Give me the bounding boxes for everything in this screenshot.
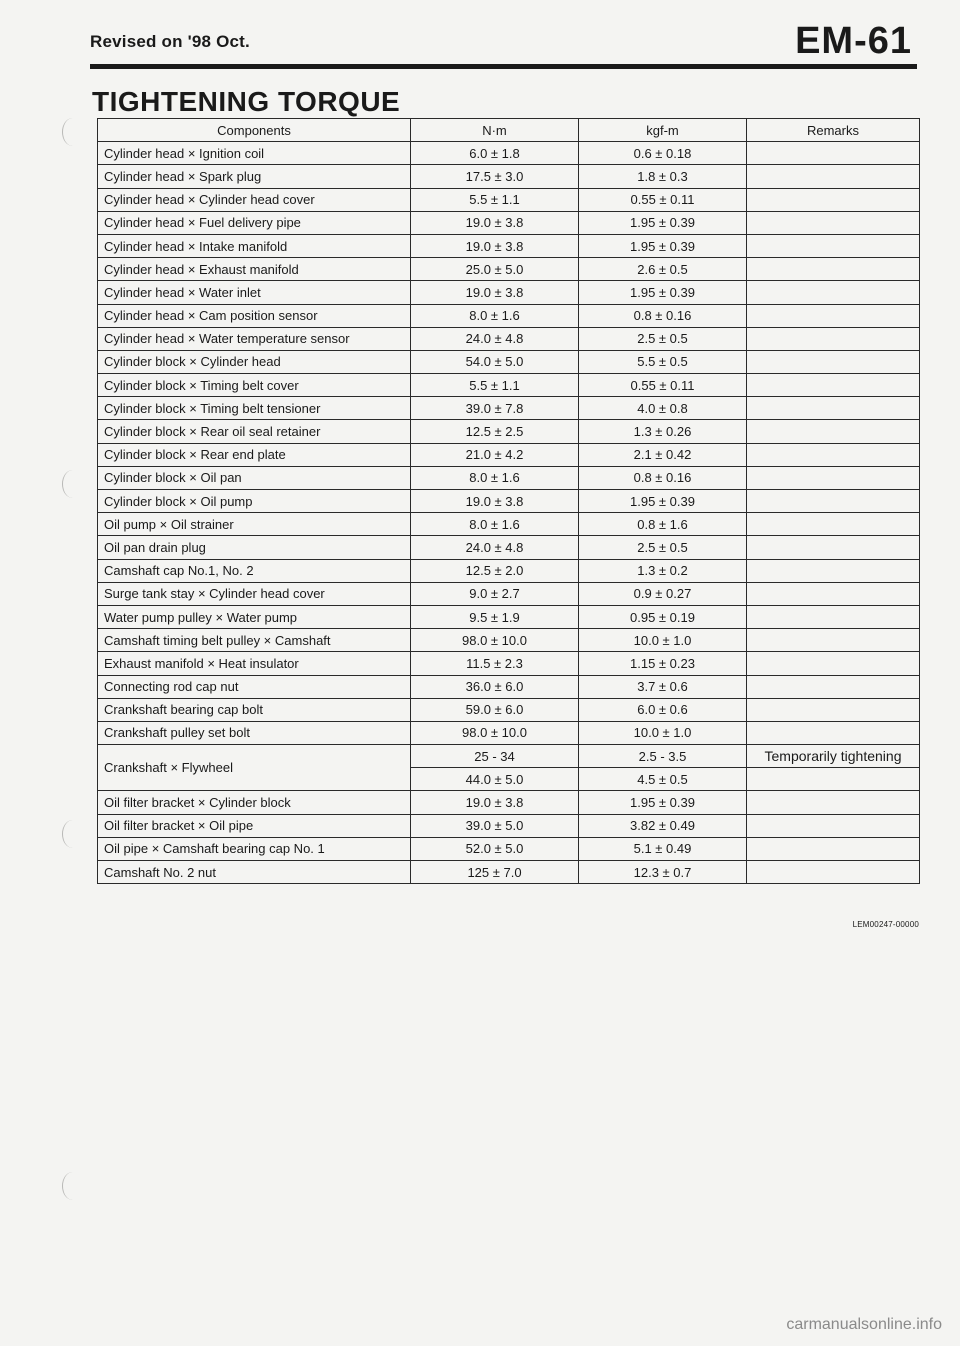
nm-cell: 52.0 ± 5.0 — [411, 837, 579, 860]
nm-cell: 9.5 ± 1.9 — [411, 605, 579, 628]
remarks-cell — [747, 350, 920, 373]
nm-cell: 98.0 ± 10.0 — [411, 721, 579, 744]
table-row — [98, 443, 920, 466]
component-cell: Cylinder block × Oil pan — [98, 466, 411, 489]
component-cell: Oil pump × Oil strainer — [98, 513, 411, 536]
nm-cell: 24.0 ± 4.8 — [411, 327, 579, 350]
watermark: carmanualsonline.info — [786, 1316, 942, 1333]
kgfm-cell: 4.0 ± 0.8 — [579, 397, 747, 420]
table-row — [98, 629, 920, 652]
component-cell: Cylinder head × Fuel delivery pipe — [98, 211, 411, 234]
table-row — [98, 605, 920, 628]
kgfm-cell: 1.3 ± 0.2 — [579, 559, 747, 582]
component-cell: Cylinder block × Oil pump — [98, 490, 411, 513]
kgfm-cell: 6.0 ± 0.6 — [579, 698, 747, 721]
kgfm-cell: 0.9 ± 0.27 — [579, 582, 747, 605]
component-cell: Oil filter bracket × Cylinder block — [98, 791, 411, 814]
nm-cell: 8.0 ± 1.6 — [411, 304, 579, 327]
remarks-cell — [747, 698, 920, 721]
component-cell: Cylinder head × Water inlet — [98, 281, 411, 304]
table-row — [98, 234, 920, 257]
nm-cell: 6.0 ± 1.8 — [411, 142, 579, 165]
kgfm-cell: 12.3 ± 0.7 — [579, 861, 747, 884]
remarks-cell — [747, 837, 920, 860]
component-cell: Cylinder head × Cylinder head cover — [98, 188, 411, 211]
kgfm-cell: 0.55 ± 0.11 — [579, 188, 747, 211]
nm-cell: 44.0 ± 5.0 — [411, 768, 579, 791]
remarks-cell — [747, 629, 920, 652]
component-cell: Cylinder block × Rear oil seal retainer — [98, 420, 411, 443]
kgfm-cell: 3.82 ± 0.49 — [579, 814, 747, 837]
kgfm-cell: 1.95 ± 0.39 — [579, 281, 747, 304]
nm-cell: 8.0 ± 1.6 — [411, 513, 579, 536]
table-row — [98, 745, 920, 768]
nm-cell: 36.0 ± 6.0 — [411, 675, 579, 698]
component-cell: Camshaft No. 2 nut — [98, 861, 411, 884]
table-row — [98, 281, 920, 304]
table-row — [98, 582, 920, 605]
header-rule — [90, 64, 917, 69]
nm-cell: 21.0 ± 4.2 — [411, 443, 579, 466]
component-cell: Cylinder head × Ignition coil — [98, 142, 411, 165]
remarks-cell — [747, 490, 920, 513]
table-row — [98, 304, 920, 327]
remarks-cell — [747, 188, 920, 211]
kgfm-cell: 0.8 ± 1.6 — [579, 513, 747, 536]
kgfm-cell: 1.3 ± 0.26 — [579, 420, 747, 443]
table-row — [98, 861, 920, 884]
table-body — [98, 142, 920, 745]
col-header-components: Components — [98, 119, 411, 142]
table-row — [98, 814, 920, 837]
nm-cell: 5.5 ± 1.1 — [411, 374, 579, 397]
component-cell: Camshaft timing belt pulley × Camshaft — [98, 629, 411, 652]
nm-cell: 8.0 ± 1.6 — [411, 466, 579, 489]
kgfm-cell: 1.8 ± 0.3 — [579, 165, 747, 188]
remarks-cell — [747, 327, 920, 350]
kgfm-cell: 10.0 ± 1.0 — [579, 721, 747, 744]
revision-note: Revised on '98 Oct. — [90, 32, 250, 51]
punch-hole-mark — [62, 820, 83, 848]
component-cell: Cylinder head × Spark plug — [98, 165, 411, 188]
component-cell: Oil pipe × Camshaft bearing cap No. 1 — [98, 837, 411, 860]
col-header-remarks: Remarks — [747, 119, 920, 142]
table-row — [98, 211, 920, 234]
remarks-cell — [747, 559, 920, 582]
nm-cell: 19.0 ± 3.8 — [411, 281, 579, 304]
kgfm-cell: 2.6 ± 0.5 — [579, 258, 747, 281]
component-cell: Cylinder head × Water temperature sensor — [98, 327, 411, 350]
punch-hole-mark — [62, 470, 83, 498]
kgfm-cell: 2.1 ± 0.42 — [579, 443, 747, 466]
component-cell: Cylinder head × Cam position sensor — [98, 304, 411, 327]
table-body-after — [98, 791, 920, 884]
remarks-cell — [747, 420, 920, 443]
punch-hole-mark — [62, 118, 83, 146]
table-row — [98, 791, 920, 814]
remarks-cell — [747, 211, 920, 234]
nm-cell: 5.5 ± 1.1 — [411, 188, 579, 211]
nm-cell: 19.0 ± 3.8 — [411, 211, 579, 234]
kgfm-cell: 5.1 ± 0.49 — [579, 837, 747, 860]
table-row — [98, 258, 920, 281]
nm-cell: 19.0 ± 3.8 — [411, 791, 579, 814]
table-row — [98, 675, 920, 698]
table-row — [98, 837, 920, 860]
kgfm-cell: 1.95 ± 0.39 — [579, 490, 747, 513]
nm-cell: 98.0 ± 10.0 — [411, 629, 579, 652]
remarks-cell — [747, 814, 920, 837]
nm-cell: 12.5 ± 2.0 — [411, 559, 579, 582]
table-header-row — [98, 119, 920, 142]
remarks-cell — [747, 142, 920, 165]
kgfm-cell: 3.7 ± 0.6 — [579, 675, 747, 698]
remarks-cell — [747, 258, 920, 281]
kgfm-cell: 1.95 ± 0.39 — [579, 211, 747, 234]
table-row — [98, 188, 920, 211]
nm-cell: 25 - 34 — [411, 745, 579, 768]
component-cell: Crankshaft × Flywheel — [98, 745, 411, 791]
kgfm-cell: 10.0 ± 1.0 — [579, 629, 747, 652]
col-header-kgfm: kgf-m — [579, 119, 747, 142]
torque-table — [97, 118, 920, 884]
kgfm-cell: 1.15 ± 0.23 — [579, 652, 747, 675]
remarks-cell — [747, 281, 920, 304]
table-row — [98, 466, 920, 489]
flywheel-group — [98, 745, 920, 791]
nm-cell: 125 ± 7.0 — [411, 861, 579, 884]
kgfm-cell: 1.95 ± 0.39 — [579, 234, 747, 257]
remarks-cell — [747, 768, 920, 791]
nm-cell: 24.0 ± 4.8 — [411, 536, 579, 559]
figure-reference: LEM00247-00000 — [852, 920, 919, 929]
page-code: EM-61 — [795, 20, 912, 62]
component-cell: Cylinder block × Timing belt cover — [98, 374, 411, 397]
remarks-cell — [747, 675, 920, 698]
component-cell: Connecting rod cap nut — [98, 675, 411, 698]
table-row — [98, 420, 920, 443]
kgfm-cell: 5.5 ± 0.5 — [579, 350, 747, 373]
remarks-cell — [747, 721, 920, 744]
table-row — [98, 374, 920, 397]
kgfm-cell: 1.95 ± 0.39 — [579, 791, 747, 814]
remarks-cell — [747, 165, 920, 188]
remarks-cell — [747, 443, 920, 466]
remarks-cell: Temporarily tightening — [747, 745, 920, 768]
table-row — [98, 513, 920, 536]
component-cell: Camshaft cap No.1, No. 2 — [98, 559, 411, 582]
table-row — [98, 142, 920, 165]
table-row — [98, 559, 920, 582]
kgfm-cell: 0.95 ± 0.19 — [579, 605, 747, 628]
remarks-cell — [747, 605, 920, 628]
component-cell: Cylinder block × Rear end plate — [98, 443, 411, 466]
component-cell: Crankshaft pulley set bolt — [98, 721, 411, 744]
remarks-cell — [747, 652, 920, 675]
table-row — [98, 490, 920, 513]
remarks-cell — [747, 536, 920, 559]
remarks-cell — [747, 466, 920, 489]
table-row — [98, 652, 920, 675]
nm-cell: 12.5 ± 2.5 — [411, 420, 579, 443]
table-row — [98, 350, 920, 373]
nm-cell: 11.5 ± 2.3 — [411, 652, 579, 675]
kgfm-cell: 2.5 ± 0.5 — [579, 327, 747, 350]
component-cell: Cylinder block × Cylinder head — [98, 350, 411, 373]
component-cell: Oil filter bracket × Oil pipe — [98, 814, 411, 837]
table-row — [98, 397, 920, 420]
punch-hole-mark — [62, 1172, 83, 1200]
col-header-nm: N·m — [411, 119, 579, 142]
kgfm-cell: 0.55 ± 0.11 — [579, 374, 747, 397]
nm-cell: 59.0 ± 6.0 — [411, 698, 579, 721]
component-cell: Cylinder head × Intake manifold — [98, 234, 411, 257]
component-cell: Cylinder block × Timing belt tensioner — [98, 397, 411, 420]
remarks-cell — [747, 861, 920, 884]
remarks-cell — [747, 582, 920, 605]
kgfm-cell: 0.6 ± 0.18 — [579, 142, 747, 165]
kgfm-cell: 4.5 ± 0.5 — [579, 768, 747, 791]
kgfm-cell: 0.8 ± 0.16 — [579, 304, 747, 327]
nm-cell: 9.0 ± 2.7 — [411, 582, 579, 605]
table-row — [98, 536, 920, 559]
component-cell: Water pump pulley × Water pump — [98, 605, 411, 628]
remarks-cell — [747, 234, 920, 257]
table-row — [98, 721, 920, 744]
remarks-cell — [747, 304, 920, 327]
table-row — [98, 165, 920, 188]
nm-cell: 25.0 ± 5.0 — [411, 258, 579, 281]
component-cell: Oil pan drain plug — [98, 536, 411, 559]
kgfm-cell: 2.5 ± 0.5 — [579, 536, 747, 559]
table-row — [98, 327, 920, 350]
kgfm-cell: 2.5 - 3.5 — [579, 745, 747, 768]
component-cell: Cylinder head × Exhaust manifold — [98, 258, 411, 281]
nm-cell: 19.0 ± 3.8 — [411, 234, 579, 257]
remarks-cell — [747, 513, 920, 536]
remarks-cell — [747, 791, 920, 814]
nm-cell: 54.0 ± 5.0 — [411, 350, 579, 373]
remarks-cell — [747, 397, 920, 420]
component-cell: Crankshaft bearing cap bolt — [98, 698, 411, 721]
kgfm-cell: 0.8 ± 0.16 — [579, 466, 747, 489]
nm-cell: 39.0 ± 7.8 — [411, 397, 579, 420]
component-cell: Surge tank stay × Cylinder head cover — [98, 582, 411, 605]
page-title: TIGHTENING TORQUE — [92, 86, 401, 117]
remarks-cell — [747, 374, 920, 397]
nm-cell: 17.5 ± 3.0 — [411, 165, 579, 188]
nm-cell: 19.0 ± 3.8 — [411, 490, 579, 513]
component-cell: Exhaust manifold × Heat insulator — [98, 652, 411, 675]
table-row — [98, 698, 920, 721]
nm-cell: 39.0 ± 5.0 — [411, 814, 579, 837]
